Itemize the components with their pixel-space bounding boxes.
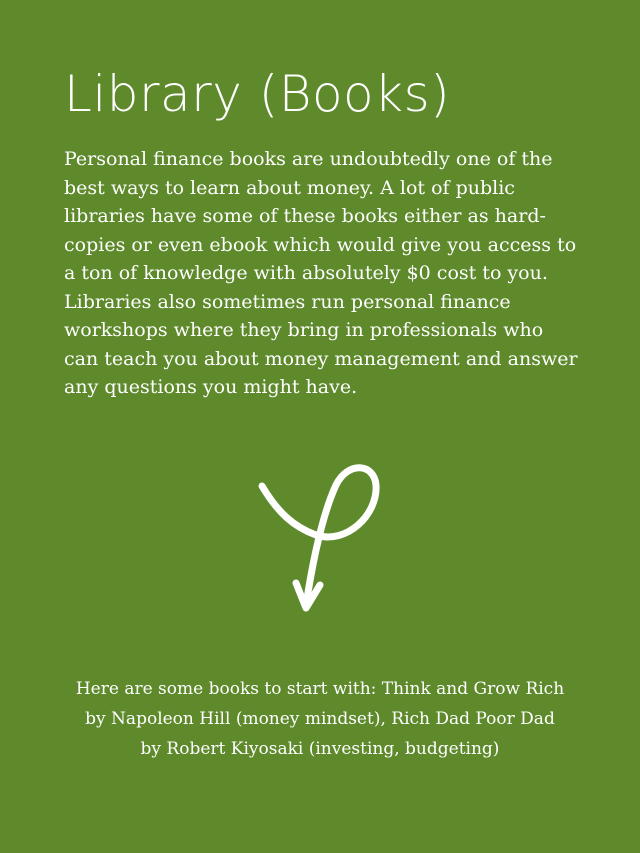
- curly-arrow-down-icon: [250, 455, 390, 625]
- intro-line: libraries have some of these books either as hard-: [64, 205, 546, 227]
- intro-line: workshops where they bring in professionals who: [64, 319, 544, 341]
- recommendation-line: by Napoleon Hill (money mindset), Rich Dad Poor Dad: [85, 709, 555, 729]
- book-recommendations: [40, 674, 600, 764]
- intro-line: Libraries also sometimes run personal finance: [64, 290, 511, 313]
- intro-line: a ton of knowledge with absolutely $0 cost to you.: [64, 262, 548, 284]
- intro-paragraph: [64, 145, 584, 402]
- recommendation-line: by Robert Kiyosaki (investing, budgeting): [140, 739, 500, 759]
- intro-line: Personal finance books are undoubtedly one of the: [64, 148, 553, 170]
- intro-line: can teach you about money management and answer: [64, 347, 578, 370]
- recommendation-line: Here are some books to start with: Think and Grow Rich: [75, 679, 565, 699]
- intro-line: copies or even ebook which would give you access to: [64, 233, 577, 256]
- page-title: Library (Books): [64, 65, 451, 123]
- intro-line: best ways to learn about money. A lot of public: [64, 176, 515, 199]
- intro-line: any questions you might have.: [64, 376, 358, 398]
